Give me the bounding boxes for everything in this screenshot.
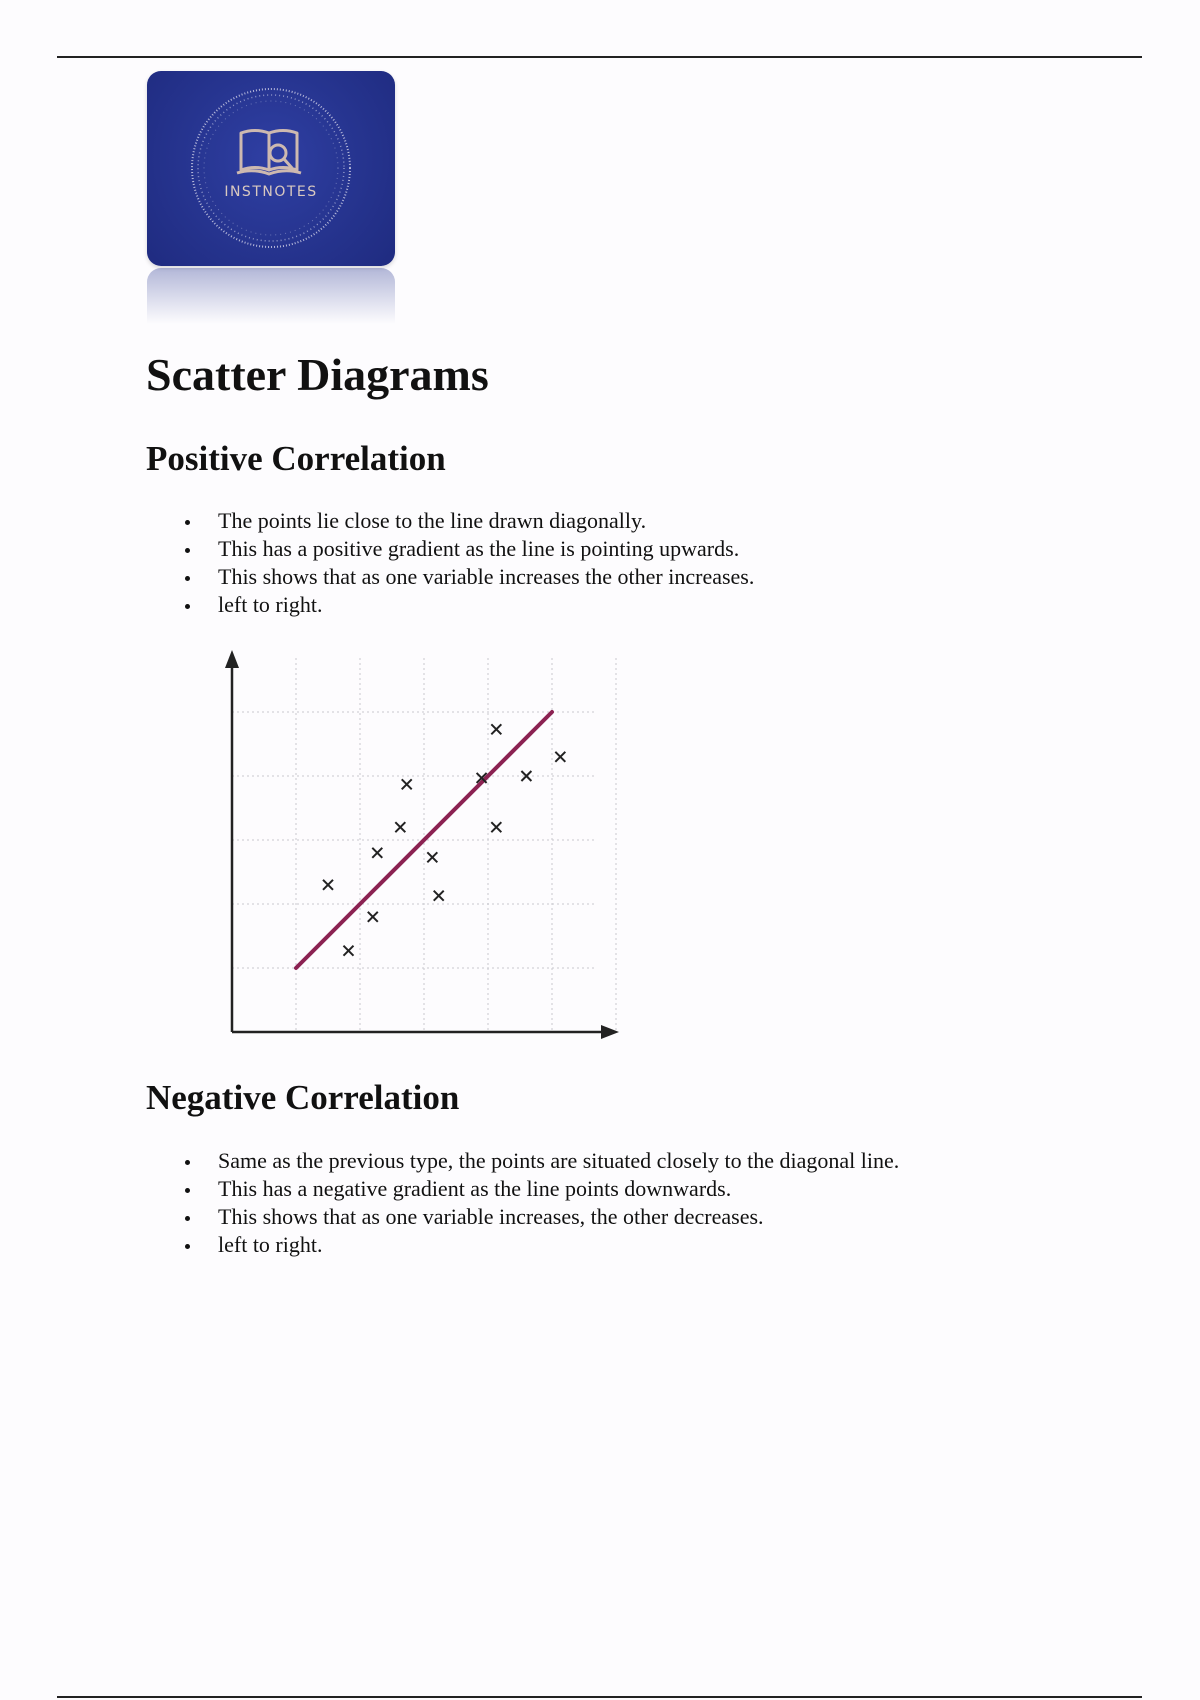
- x-marker-icon: [434, 891, 444, 901]
- logo-reflection: [147, 268, 395, 324]
- positive-bullet-list: [177, 507, 754, 619]
- list-item: This shows that as one variable increases the other increases.: [177, 563, 754, 591]
- data-point: [491, 724, 501, 734]
- positive-correlation-scatter-chart: [205, 644, 625, 1049]
- logo-emblem-icon: [147, 71, 395, 266]
- data-point: [402, 779, 412, 789]
- list-item: This has a positive gradient as the line is pointing upwards.: [177, 535, 754, 563]
- x-marker-icon: [372, 848, 382, 858]
- list-item: left to right.: [177, 591, 754, 619]
- list-item: This has a negative gradient as the line points downwards.: [177, 1175, 899, 1203]
- x-marker-icon: [368, 912, 378, 922]
- logo-wordmark: INSTNOTES: [224, 184, 318, 200]
- data-point: [395, 822, 405, 832]
- negative-bullet-list: [177, 1147, 899, 1259]
- data-point: [491, 822, 501, 832]
- x-marker-icon: [343, 946, 353, 956]
- x-marker-icon: [395, 822, 405, 832]
- section-heading-positive: Positive Correlation: [146, 439, 446, 478]
- x-marker-icon: [555, 752, 565, 762]
- y-axis-arrow-icon: [225, 650, 239, 668]
- data-point: [555, 752, 565, 762]
- data-point: [368, 912, 378, 922]
- data-point: [372, 848, 382, 858]
- instnotes-logo: [147, 71, 395, 266]
- list-item: This shows that as one variable increases, the other decreases.: [177, 1203, 899, 1231]
- section-heading-negative: Negative Correlation: [146, 1078, 460, 1117]
- x-marker-icon: [491, 724, 501, 734]
- x-axis-arrow-icon: [601, 1025, 619, 1039]
- bottom-rule: [57, 1696, 1142, 1698]
- list-item: The points lie close to the line drawn diagonally.: [177, 507, 754, 535]
- top-rule: [57, 56, 1142, 58]
- list-item: left to right.: [177, 1231, 899, 1259]
- x-marker-icon: [402, 779, 412, 789]
- x-marker-icon: [491, 822, 501, 832]
- data-point: [434, 891, 444, 901]
- data-point: [427, 852, 437, 862]
- page-title: Scatter Diagrams: [146, 349, 489, 400]
- list-item: Same as the previous type, the points are situated closely to the diagonal line.: [177, 1147, 899, 1175]
- x-marker-icon: [427, 852, 437, 862]
- data-point: [343, 946, 353, 956]
- data-point: [323, 880, 333, 890]
- x-marker-icon: [323, 880, 333, 890]
